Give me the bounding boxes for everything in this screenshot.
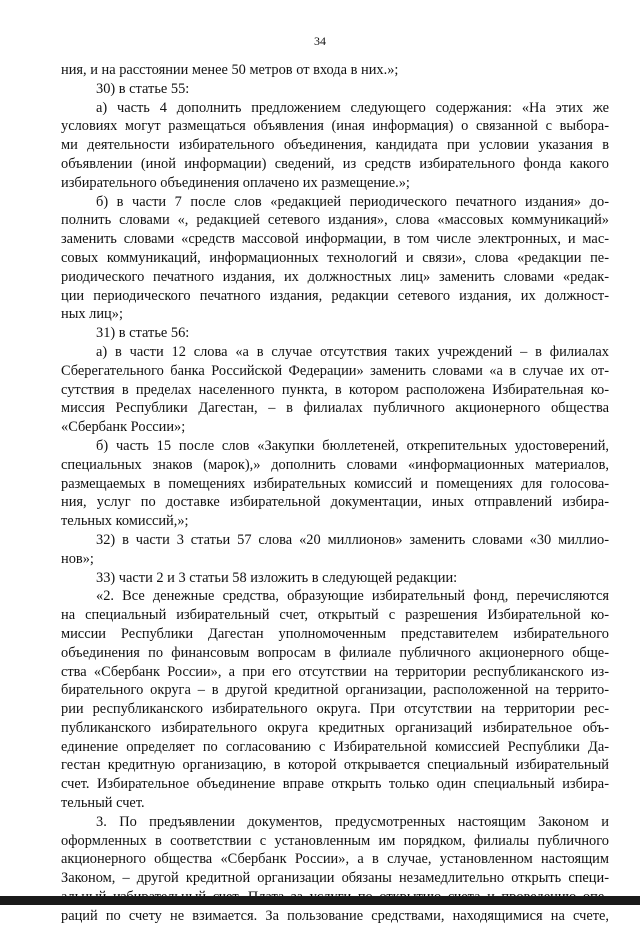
text-line: тельный счет. <box>61 795 145 812</box>
text-line: размещаемых в помещениях избирательных комиссий и помещениях для голосова- <box>61 475 609 492</box>
text-line: ства «Сбербанк России», а при его отсутствии на территории республиканского из- <box>61 663 609 680</box>
text-line: нов»; <box>61 550 94 567</box>
text-line: ния, и на расстоянии менее 50 метров от входа в них.»; <box>61 62 399 78</box>
text-line: счет. Избирательное объединение вправе открыть только один специальный избира- <box>61 776 609 793</box>
text-line: риодического печатного издания, их должностных лиц» заменить словами «редак- <box>61 268 609 285</box>
text-line: ных лиц»; <box>61 306 123 323</box>
text-line: ми деятельности избирательного объединения, кандидата при условии указания в <box>61 137 609 154</box>
text-line: публиканского избирательного округа кредитных организаций избирательное объ- <box>61 719 609 736</box>
text-line: сутствия в пределах населенного пункта, в котором расположена Избирательная ко- <box>61 381 609 398</box>
page-number: 34 <box>314 34 326 48</box>
text-line: полнить словами «, редакцией сетевого издания», слова «массовых коммуникаций» <box>61 212 609 229</box>
text-line: а) в части 12 слова «а в случае отсутствия таких учреждений – в филиалах <box>96 343 609 360</box>
text-line: б) часть 15 после слов «Закупки бюллетеней, открепительных удостоверений, <box>96 437 609 454</box>
text-line: бирательного округа – в другой кредитной организации, расположенной на террито- <box>61 682 609 699</box>
text-line: б) в части 7 после слов «редакцией периодического печатного издания» до- <box>96 193 609 210</box>
document-body <box>61 61 609 926</box>
text-line: Сберегательного банка Российской Федерации» заменить словами «а в случае их от- <box>61 362 609 379</box>
text-line: гестан кредитную организацию, в которой открывается специальный избирательный <box>61 757 609 774</box>
text-line: объединения по финансовым вопросам в филиале публичного акционерного обще- <box>61 644 609 661</box>
text-line: на специальный избирательный счет, открытый с разрешения Избирательной ко- <box>61 607 609 624</box>
text-line: ции периодического печатного издания, редакции сетевого издания, их должност- <box>61 287 609 304</box>
text-line: ния, услуг по доставке избирательной документации, иных отправлений избира- <box>61 494 609 511</box>
text-line: объявлении (иной информации) сведений, из средств избирательного фонда какого <box>61 155 609 172</box>
text-line: 32) в части 3 статьи 57 слова «20 миллионов» заменить словами «30 миллио- <box>96 531 609 548</box>
text-line: оформленных в соответствии с установленным им порядком, филиалы публичного <box>61 832 609 849</box>
text-line: Законом, – другой кредитной организации обязаны незамедлительно открыть специ- <box>61 870 609 887</box>
text-line: миссия Республики Дагестан, – в филиалах публичного акционерного общества <box>61 400 609 417</box>
text-line: совых коммуникаций, информационных технологий и связи», слова «редакции пе- <box>61 249 609 266</box>
text-line: 31) в статье 56: <box>96 325 190 342</box>
text-line: рии республиканского избирательного округа. При отсутствии на территории рес- <box>61 701 609 718</box>
text-line: акционерного общества «Сбербанк России», а в случае, установленном настоящим <box>61 851 609 868</box>
text-line: а) часть 4 дополнить предложением следующего содержания: «На этих же <box>96 99 609 116</box>
text-line: условиях могут размещаться объявления (иная информация) о связанной с выбора- <box>61 118 609 135</box>
scan-bottom-edge <box>0 896 640 905</box>
text-line: тельных комиссий,»; <box>61 513 189 530</box>
text-line: специальных знаков (марок),» дополнить словами «информационных материалов, <box>61 456 609 473</box>
text-line: раций по счету не взимается. За пользование средствами, находящимися на счете, <box>61 907 609 924</box>
text-line: 3. По предъявлении документов, предусмотренных настоящим Законом и <box>96 813 609 830</box>
text-line: избирательного объединения оплачено их размещение.»; <box>61 174 410 191</box>
text-line: единение определяет по согласованию с Избирательной комиссией Республики Да- <box>61 738 609 755</box>
text-line: заменить словами «средств массовой информации, в том числе электронных, и мас- <box>61 231 609 248</box>
text-line: «2. Все денежные средства, образующие избирательный фонд, перечисляются <box>96 588 609 605</box>
text-line: 30) в статье 55: <box>96 80 190 97</box>
text-line: миссии Республики Дагестан уполномоченным представителем избирательного <box>61 625 609 642</box>
text-line: 33) части 2 и 3 статьи 58 изложить в следующей редакции: <box>96 569 458 586</box>
text-line: «Сбербанк России»; <box>61 419 186 436</box>
